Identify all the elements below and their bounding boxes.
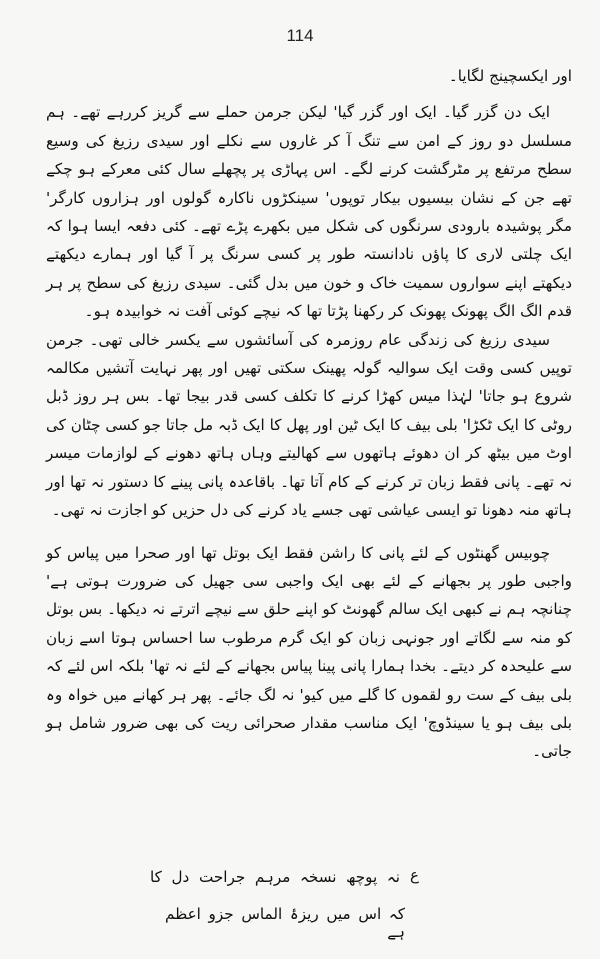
page-number: 114 — [286, 26, 314, 45]
couplet-line-2: کہ اس میں ریزۂ الماس جزو اعظم ہے — [165, 905, 405, 941]
paragraph-2: ایک دن گزر گیا۔ ایک اور گزر گیا' لیکن جرمن حملے سے گریز کررہے تھے۔ ہم مسلسل دو روز کے امن سے تنگ آ کر غاروں سے نکلے اور سیدی رزیغ کی وسیع سطح مرتفع پر مٹرگشت کرنے لگے۔ اس پہاڑی پر پچھلے سال کئی معرکے ہو چکے تھے جن کے نشان بیسیوں بیکار توپوں' سینکڑوں ناکارہ گولوں اور ہزاروں کارگر' مگر پوشیدہ بارودی سرنگوں کی شکل میں بکھرے پڑے تھے۔ کئی دفعہ ایسا ہوا کہ ایک چلتی لاری کا پاؤں نادانستہ طور پر کسی سرنگ پر آ گیا اور ہمارے دیکھتے دیکھتے اپنے سواروں سمیت خاک و خون میں بدل گئی۔ سیدی رزیغ کی سطح پر ہر قدم الگ الگ پھونک پھونک کر رکھنا پڑتا تھا کہ نیچے کوئی آفت نہ خوابیدہ ہو۔ — [46, 103, 572, 321]
body-text — [46, 62, 572, 766]
verse-mark: ع — [410, 866, 419, 884]
paragraph-1: اور ایکسچینج لگایا۔ — [448, 67, 572, 85]
paragraph-3: سیدی رزیغ کی زندگی عام روزمرہ کی آسائشوں سے یکسر خالی تھی۔ جرمن توپیں کسی وقت ایک سوالیہ گولہ پھینک سکتی تھیں اور پھر نہایت آتشیں مکالمہ شروع ہو جاتا' لہٰذا میس کھڑا کرنے کا تکلف کسی قدر بیجا تھا۔ بس ہر روز ڈبل روٹی کا ایک ٹکڑا' بلی بیف کا ایک ٹین اور پھل کا ایک ڈبہ مل جاتا جو کسی چٹان کی اوٹ میں بیٹھ کر ان دھوئے ہاتھوں سے کھالیتے وہاں ہاتھ دھونے کے لوازمات میسر نہ تھے۔ پانی فقط زبان تر کرنے کے کام آتا تھا۔ باقاعدہ پانی پینے کا دستور نہ تھا اور ہاتھ منہ دھونا تو ایسی عیاشی تھی جسے یاد کرنے کی دل حزیں کو اجازت نہ تھی۔ — [46, 330, 572, 520]
paragraph-4: چوبیس گھنٹوں کے لئے پانی کا راشن فقط ایک بوتل تھا اور صحرا میں پیاس کو واجبی طور پر بجھانے کے لئے بھی ایک واجبی سی جھیل کی ضرورت ہوتی ہے' چنانچہ ہم نے کبھی ایک سالم گھونٹ کو اپنے حلق سے نیچے اترتے نہ دیکھا۔ بس بوتل کو منہ سے لگاتے اور جونہی زبان کو ایک گرم مرطوب سا احساس ہوتا اسے زبان سے علیحدہ کر دیتے۔ بخدا ہمارا پانی پینا پیاس بجھانے کے لئے نہ تھا' بلکہ اس لئے کہ بلی بیف کے ست رو لقموں کا گلے میں کیو' نہ لگ جائے۔ پھر ہر کھانے میں خواہ وہ بلی بیف ہو یا سینڈوچ' ایک مناسب مقدار صحرائی ریت کی بھی ضرور شامل ہو جاتی۔ — [46, 543, 572, 761]
couplet-line-1: نہ پوچھ نسخہ مرہم جراحت دل کا — [150, 868, 400, 886]
